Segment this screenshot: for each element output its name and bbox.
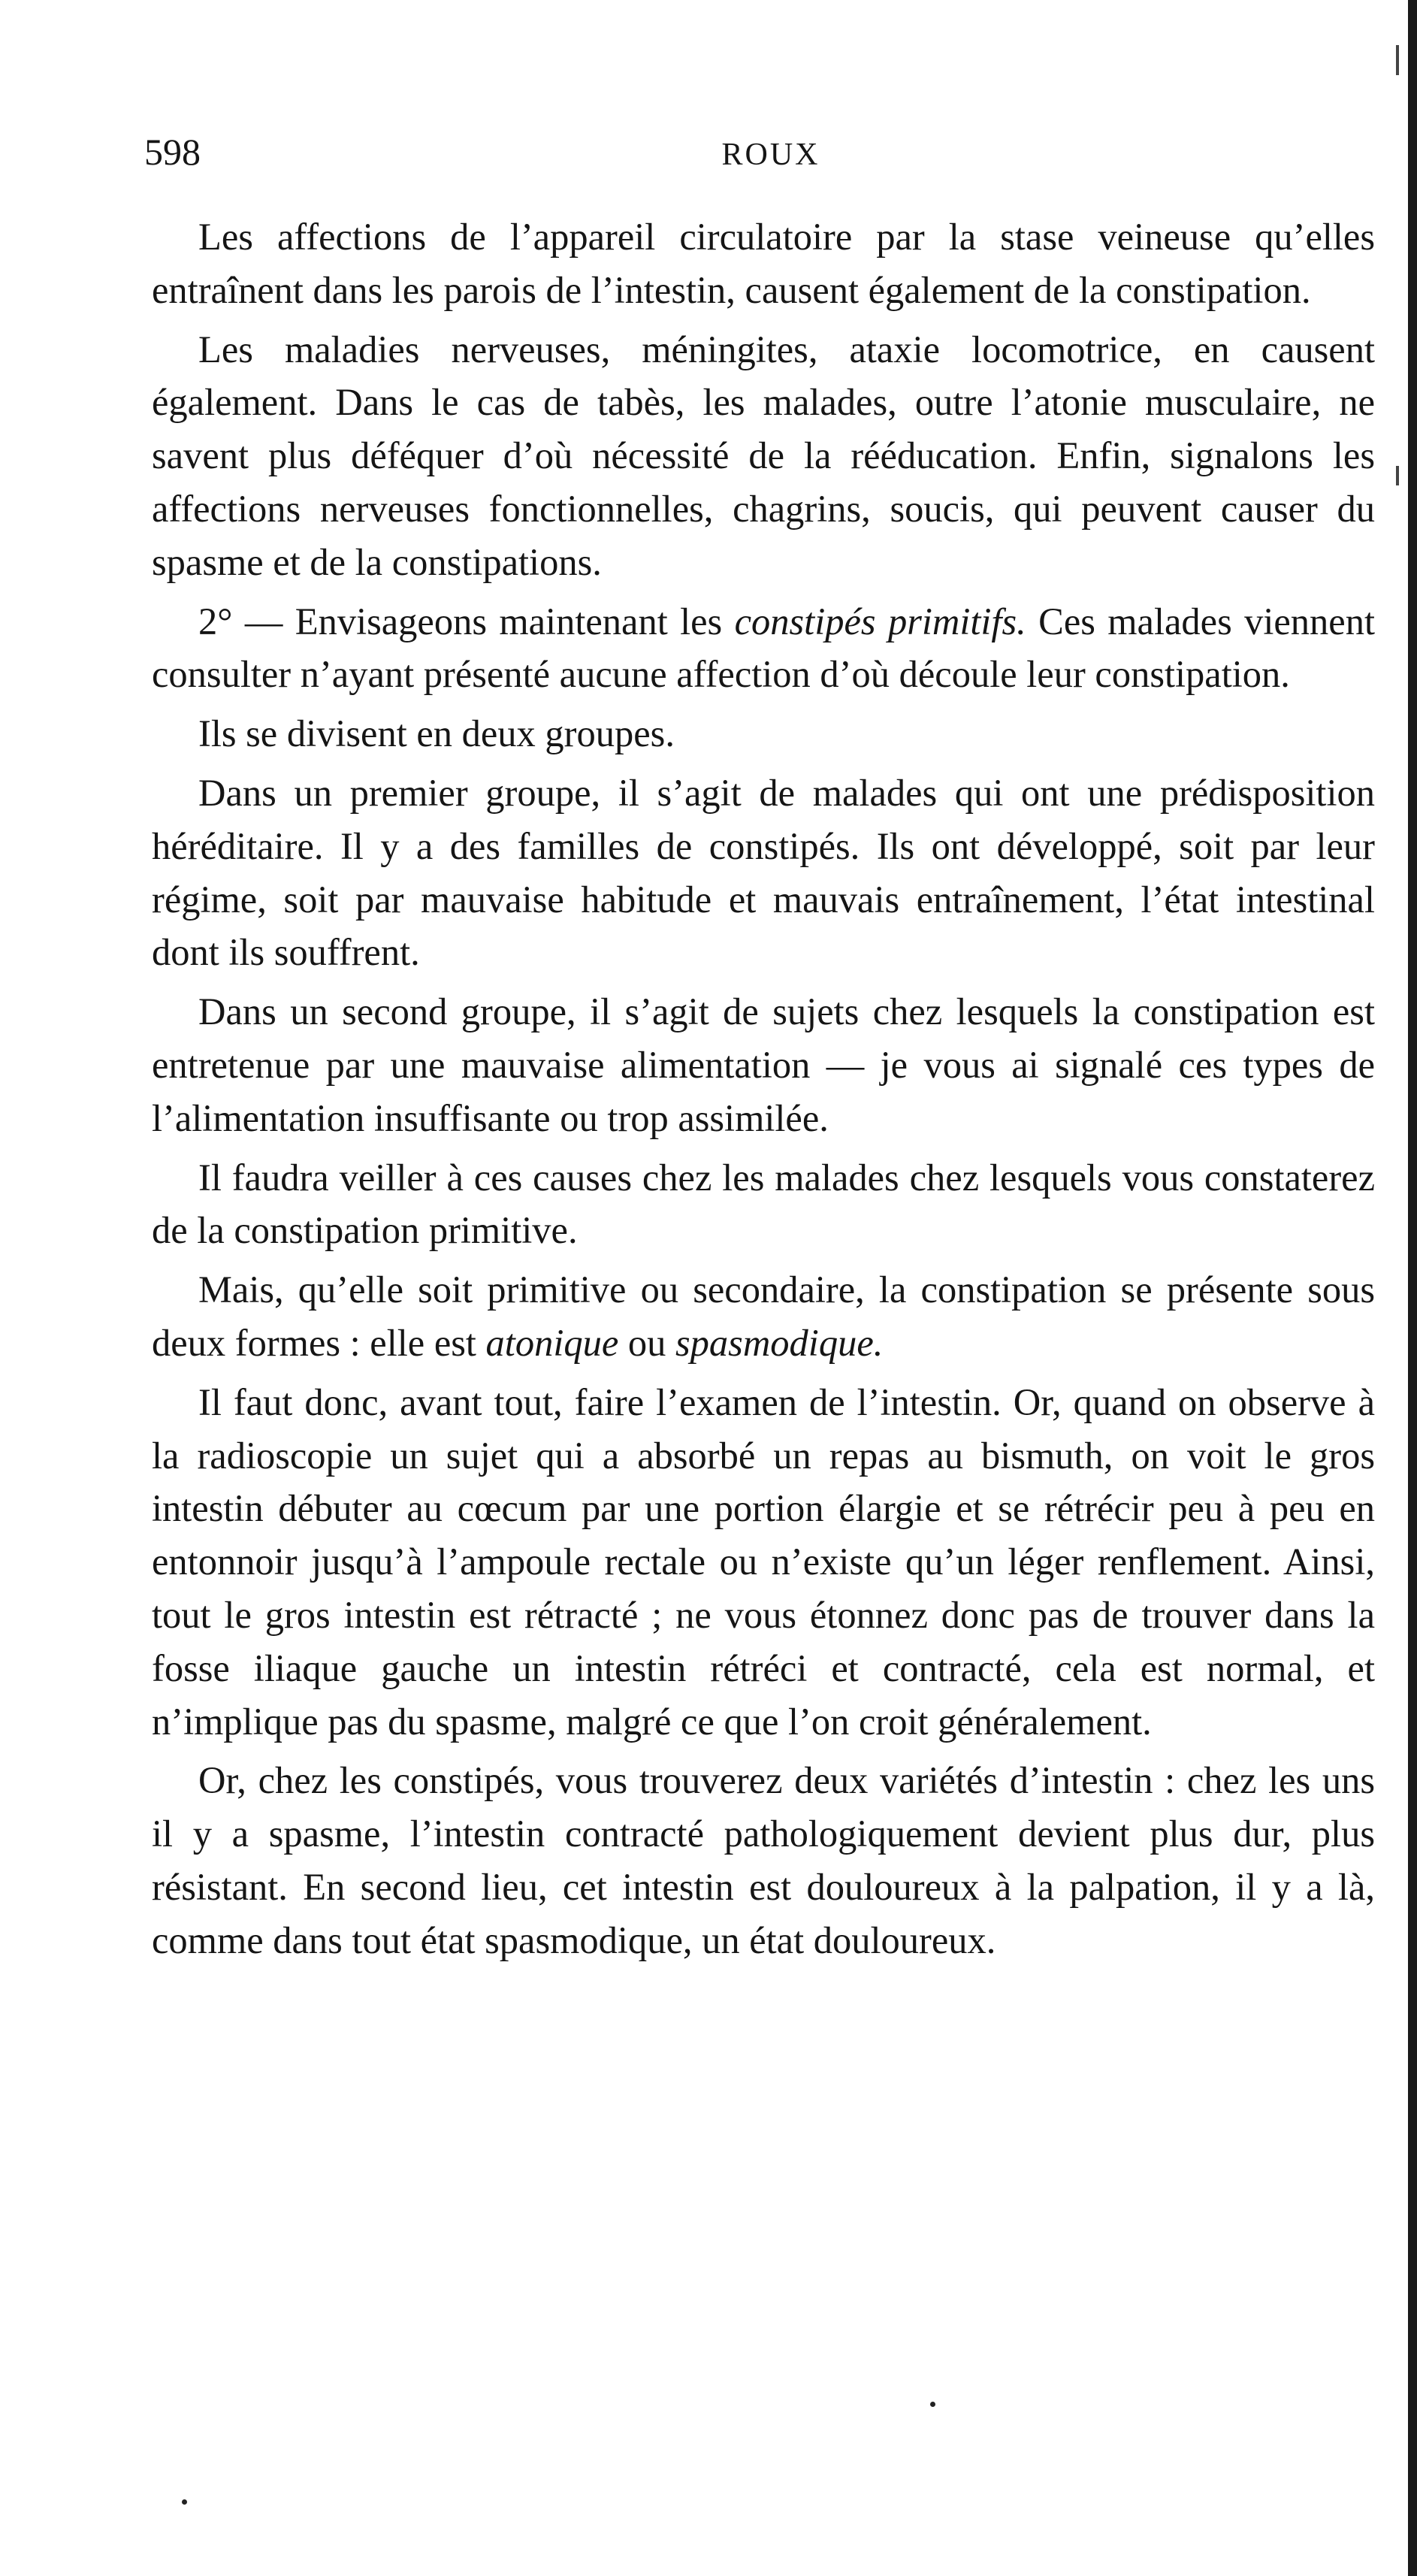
paragraph-text: Les maladies nerveuses, méningites, ataxie locomotrice, en causent également. Dans le cas de tabès, les malades, outre l’atonie musculaire, ne savent plus déféquer d’où nécessité de la rééducation. Enfin, signalons les affections nerveuses fonctionnelles, chagrins, soucis, qui peuvent causer du spasme et de la constipations. [152, 328, 1375, 583]
paragraph [152, 1263, 1375, 1370]
paragraph-text: Il faudra veiller à ces causes chez les malades chez lesquels vous constaterez de la constipation primitive. [152, 1156, 1375, 1252]
page-edge-rule [1408, 0, 1417, 2576]
italic-text: atonique [485, 1321, 619, 1364]
paragraph [152, 595, 1375, 702]
paragraph-text: Mais, qu’elle soit primitive ou secondaire, la constipation se présente sous deux formes : elle est [152, 1268, 1375, 1364]
paragraph-text: Dans un premier groupe, il s’agit de malades qui ont une prédisposition héréditaire. Il y a des familles de constipés. Ils ont développé, soit par leur régime, soit par mauvaise habitude et mauvais entraînement, l’état intestinal dont ils souffrent. [152, 771, 1375, 974]
paragraph-text: 2° — Envisageons maintenant les [198, 600, 735, 642]
running-head: ROUX [721, 138, 820, 172]
paragraph-text: ou [618, 1321, 676, 1364]
paragraph-text: Ces malades viennent consulter n’ayant présenté aucune affection d’où découle leur constipation. [152, 600, 1376, 696]
ink-speck [182, 2499, 187, 2505]
body-text [152, 210, 1375, 1973]
italic-text: constipés primitifs. [734, 600, 1026, 642]
paragraph-text: Les affections de l’appareil circulatoire par la stase veineuse qu’elles entraînent dans les parois de l’intestin, causent également de la constipation. [152, 216, 1375, 311]
paragraph-text: Dans un second groupe, il s’agit de sujets chez lesquels la constipation est entretenue par une mauvaise alimentation — je vous ai signalé ces types de l’alimentation insuffisante ou trop assimilée. [152, 990, 1375, 1139]
paragraph [152, 985, 1375, 1144]
paragraph [152, 1151, 1375, 1258]
paragraph-text: Or, chez les constipés, vous trouverez deux variétés d’intestin : chez les uns il y a spasme, l’intestin contracté pathologiquement devient plus dur, plus résistant. En second lieu, cet intestin est douloureux à la palpation, il y a là, comme dans tout état spasmodique, un état douloureux. [152, 1759, 1375, 1961]
paragraph-text: Il faut donc, avant tout, faire l’examen de l’intestin. Or, quand on observe à la radioscopie un sujet qui a absorbé un repas au bismuth, on voit le gros intestin débuter au cœcum par une portion élargie et se rétrécir peu à peu en entonnoir jusqu’à l’ampoule rectale ou n’existe qu’un léger renflement. Ainsi, tout le gros intestin est rétracté ; ne vous étonnez donc pas de trouver dans la fosse iliaque gauche un intestin rétréci et contracté, cela est normal, et n’implique pas du spasme, malgré ce que l’on croit généralement. [152, 1380, 1375, 1743]
paragraph [152, 210, 1375, 317]
edge-mark [1396, 466, 1399, 485]
page-number: 598 [144, 131, 201, 173]
paragraph [152, 707, 1375, 760]
paragraph [152, 766, 1375, 979]
ink-speck [930, 2402, 935, 2407]
edge-mark [1396, 45, 1399, 75]
paragraph-text: Ils se divisent en deux groupes. [198, 712, 675, 755]
italic-text: spasmodique. [675, 1321, 884, 1364]
paragraph [152, 323, 1375, 589]
paragraph [152, 1376, 1375, 1749]
paragraph [152, 1754, 1375, 1967]
